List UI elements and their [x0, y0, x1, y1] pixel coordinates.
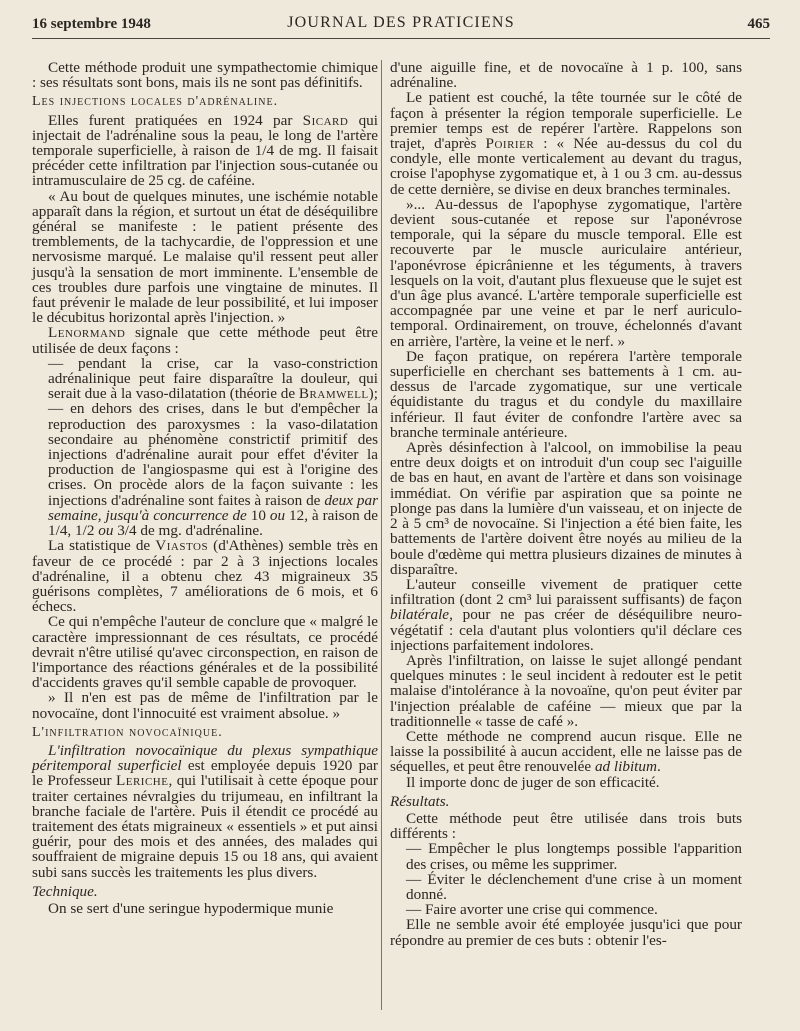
author-name: Poirier — [485, 135, 535, 153]
paragraph: Cette méthode ne comprend aucun risque. Elle ne laisse la possibilité à aucun accident, elle ne laisse pas de séquelles, et peut être renouvelée ad libitum. — [390, 727, 742, 776]
list-item: — Empêcher le plus longtemps possible l'apparition des crises, ou même les supprimer. — [406, 840, 742, 873]
list-item: — Faire avorter une crise qui commence. — [406, 901, 658, 919]
author-name: Bramwell — [298, 385, 369, 403]
list-item: — Éviter le déclenchement d'une crise à un moment donné. — [406, 870, 742, 903]
paragraph: On se sert d'une seringue hypodermique munie — [48, 899, 334, 917]
list-item: — pendant la crise, car la vaso-constriction adrénalinique peut faire disparaître la douleur, qui serait due à la vaso-dilatation (théorie de Bramwell); — [48, 354, 378, 403]
left-column — [32, 60, 378, 916]
issue-date: 16 septembre 1948 — [32, 16, 151, 32]
page-header — [32, 8, 770, 39]
paragraph: De façon pratique, on repérera l'artère temporale superficielle en cherchant ses battements à 1 cm. au-dessus de l'arcade zygomatique, sur une verticale équidistante du tragus et du condyle du maxillaire inférieur. Il faut éviter de confondre l'artère avec sa branche terminale antérieure. — [390, 347, 742, 441]
section-heading: Les injections locales d'adrénaline. — [32, 94, 279, 110]
paragraph: La statistique de Viastos (d'Athènes) semble très en faveur de ce procédé : par 2 à 3 injections locales d'adrénaline, il a obtenu chez 43 migraineux 35 guérisons complètes, 7 améliorations de 6 mois, et 6 échecs. — [32, 537, 378, 616]
paragraph: Le patient est couché, la tête tournée sur le côté de façon à présenter la région temporale superficielle. Le premier temps est de repérer l'artère. Rappelons son trajet, d'après Poirier : « Née au-dessus du col du condyle, elle monte verticalement au devant du tragus, croise l'apophyse zygomatique et, à 1 ou 3 cm. au-dessus de cette dernière, se divise en deux branches terminales. — [390, 89, 742, 198]
paragraph: Elles furent pratiquées en 1924 par Sicard qui injectait de l'adrénaline sous la peau, le long de l'artère temporale superficielle, à raison de 1/4 de mg. Il faisait précéder cette infiltration par l'injection sous-cutanée ou intramusculaire de 25 cg. de caféine. — [32, 111, 378, 190]
paragraph: Elle ne semble avoir été employée jusqu'ici que pour répondre au premier de ces buts : obtenir l'es- — [390, 916, 742, 949]
list-item: — en dehors des crises, dans le but d'empêcher la reproduction des paroxysmes : la vaso-dilatation secondaire au phénomène constrictif primitif des injections d'adrénaline aurait pour effet d'éviter la production de l'angiospasme qui est à l'origine des crises. On procède alors de la façon suivante : les injections d'adrénaline sont faites à raison de deux par semaine, jusqu'à concurrence de 10 ou 12, à raison de 1/4, 1/2 ou 3/4 de mg. d'adrénaline. — [48, 400, 378, 540]
paragraph: Ce qui n'empêche l'auteur de conclure que « malgré le caractère impressionnant de ces résultats, ce procédé devrait n'être utilisé qu'avec circonspection, en raison de l'importance des réactions générales et de la possibilité d'accidents graves qu'il semble capable de provoquer. — [32, 613, 378, 692]
paragraph: »... Au-dessus de l'apophyse zygomatique, l'artère devient sous-cutanée et repose sur l'aponévrose temporale, qui la sépare du muscle temporal. Elle est recouverte par le muscle auriculaire antérieur, l'aponévrose épicrânienne et les téguments, à travers lesquels on la voit, d'autant plus flexueuse que le sujet est d'un âge plus avancé. L'artère temporale superficielle est accompagnée par une veine et par le nerf auriculo-temporal. Ordinairement, on trouve, échelonnés d'avant en arrière, l'artère, la veine et le nerf. » — [390, 195, 742, 350]
paragraph: » Il n'en est pas de même de l'infiltration par le novocaïne, dont l'innocuité est vraiment absolue. » — [32, 689, 378, 722]
section-heading: L'infiltration novocaïnique. — [32, 724, 223, 740]
paragraph: « Au bout de quelques minutes, une ischémie notable apparaît dans la région, et surtout un état de déséquilibre général se manifeste : le patient présente des tremblements, de la tachycardie, de l'oppression et une nervosisme marqué. Le malaise qu'il ressent peut aller jusqu'à la sensation de mort imminente. L'ensemble de ces troubles dure parfois une vingtaine de minutes. Il faut prévenir le malade de leur possibilité, et lui imposer le décubitus horizontal après l'injection. » — [32, 187, 378, 327]
page-number: 465 — [747, 16, 770, 32]
paragraph: Après désinfection à l'alcool, on immobilise la peau entre deux doigts et on introduit d'un coup sec l'aiguille de bas en haut, en avant de l'artère et dans son voisinage immédiat. On vérifie par aspiration que sa pointe ne plonge pas dans la lumière d'un vaisseau, et on injecte de 2 à 5 cm³ de novocaïne. Si l'injection a été bien faite, les battements de l'artère doivent être noyés au milieu de la boule d'œdème qui mettra plusieurs dizaines de minutes à disparaître. — [390, 439, 742, 578]
paragraph: Cette méthode produit une sympathectomie chimique : ses résultats sont bons, mais ils ne sont pas définitifs. — [32, 59, 378, 92]
subsection-heading: Résultats. — [390, 792, 450, 810]
paragraph: Il importe donc de juger de son efficacité. — [406, 773, 660, 791]
paragraph: d'une aiguille fine, et de novocaïne à 1 p. 100, sans adrénaline. — [390, 59, 742, 92]
journal-title: JOURNAL DES PRATICIENS — [287, 14, 515, 31]
right-column — [390, 60, 742, 948]
author-name: Leriche — [115, 772, 169, 790]
paragraph: Cette méthode peut être utilisée dans trois buts différents : — [390, 809, 742, 843]
paragraph: Après l'infiltration, on laisse le sujet allongé pendant quelques minutes : le seul incident à redouter est le petit malaise d'intolérance à la novoaïne, qu'on peut éviter par l'injection préalable de caféine — mieux que par la traditionnelle « tasse de café ». — [390, 651, 742, 730]
author-name: Sicard — [302, 111, 349, 129]
paragraph: L'infiltration novocaïnique du plexus sympathique péritemporal superficiel est employée depuis 1920 par le Professeur Leriche, qui l'utilisait à cette époque pour traiter certaines névralgies du trijumeau, en infiltrant la branche faciale de l'artère. Puis il étendit ce procédé au traitement des états migraineux « essentiels » et put ainsi guérir, pour des mois et des années, des malades qui souffraient de migraine depuis 15 ou 18 ans, qui avaient subi sans succès les traitements les plus divers. — [32, 741, 378, 881]
author-name: Viastos — [155, 537, 209, 555]
paragraph: L'auteur conseille vivement de pratiquer cette infiltration (dont 2 cm³ lui paraissent suffisants) de façon bilatérale, pour ne pas créer de déséquilibre neuro-végétatif : cela d'autant plus volontiers qu'il déclare ces injections parfaitement indolores. — [390, 575, 742, 654]
paragraph: Lenormand signale que cette méthode peut être utilisée de deux façons : — [32, 324, 378, 357]
author-name: Lenormand — [48, 324, 126, 342]
column-divider — [381, 60, 382, 1010]
subsection-heading: Technique. — [32, 882, 98, 900]
